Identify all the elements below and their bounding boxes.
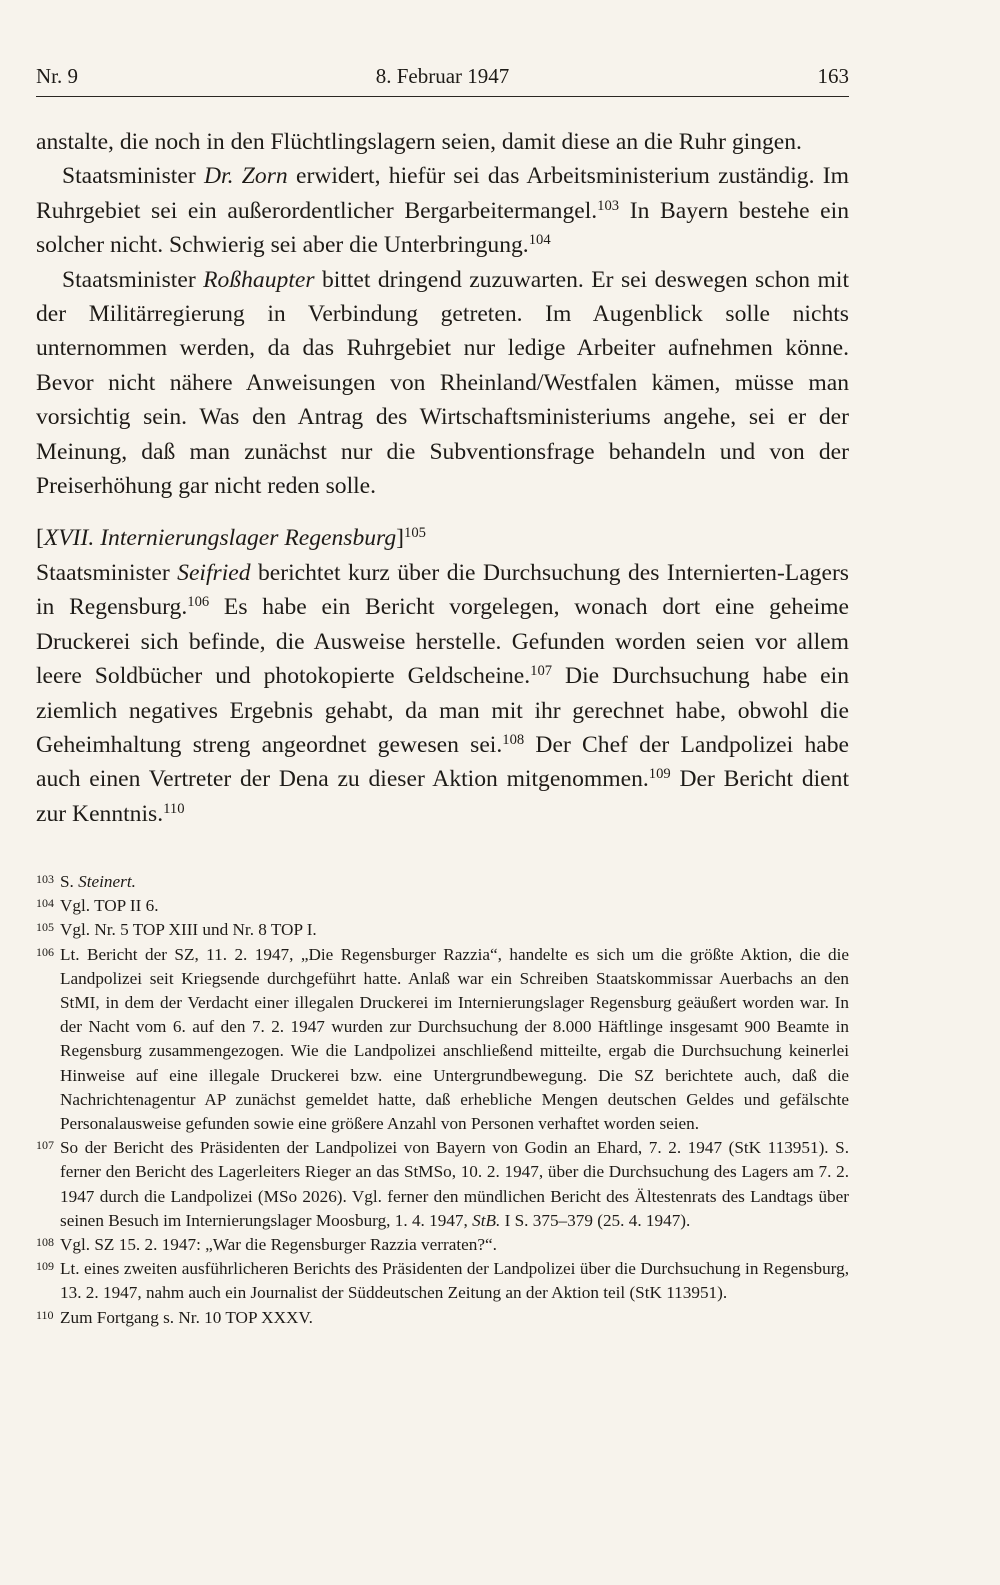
section-heading: [XVII. Internierungslager Regensburg]$^{105}$	[36, 525, 426, 552]
footnote	[36, 1136, 849, 1233]
paragraph-text: Staatsminister	[36, 559, 178, 586]
paragraph	[36, 556, 849, 831]
running-header	[36, 58, 849, 97]
footnote-text: Vgl. Nr. 5 TOP XIII und Nr. 8 TOP I.	[60, 920, 317, 940]
paragraph-text: Der Chef der Landpolizei habe auch einen Vertreter der Dena zu dieser Aktion mitgenommen.	[36, 731, 849, 793]
footnote-ref[interactable]: 107	[530, 663, 553, 680]
main-text	[36, 125, 849, 831]
page-number: 163	[817, 64, 849, 88]
speaker-name: Dr. Zorn	[203, 163, 288, 190]
section-title: XVII. Internierungslager Regensburg	[43, 525, 397, 552]
footnote-number: 107	[36, 1138, 54, 1153]
footnote	[36, 943, 849, 1137]
footnotes	[36, 870, 849, 1330]
footnote-ref[interactable]: 109	[648, 766, 671, 783]
paragraph-text: Staatsminister	[62, 266, 204, 293]
footnote-text: I S. 375–379 (25. 4. 1947).	[500, 1210, 691, 1230]
footnote-number: 105	[36, 920, 54, 935]
paragraph-text: berichtet kurz über die Durchsuchung des Internierten-Lagers in Regensburg.	[36, 559, 849, 621]
paragraph	[36, 159, 849, 262]
paragraph-text: In Bayern bestehe ein solcher nicht. Schwierig sei aber die Unterbringung.	[36, 197, 849, 259]
speaker-name: Roßhaupter	[203, 266, 315, 293]
footnote-ref[interactable]: 104	[528, 232, 551, 249]
footnote-ref[interactable]: 108	[502, 731, 525, 748]
footnote-text: Lt. Bericht der SZ, 11. 2. 1947, „Die Regensburger Razzia“, handelte es sich um die größte Aktion, die die Landpolizei seit Kriegsende durchgeführt hatte. Anlaß war ein Schreiben Staatskommissar Auerbachs an den StMI, in dem der Verdacht einer illegalen Druckerei im Internierungslager Regensburg geäußert worden war. In der Nacht vom 6. auf den 7. 2. 1947 wurden zur Durchsuchung der 8.000 Häftlinge insgesamt 900 Beamte in Regensburg zusammengezogen. Wie die Landpolizei anschließend mitteilte, ergab die Durchsuchung keinerlei Hinweise auf eine illegale Druckerei bzw. eine Untergrundbewegung. Die SZ berichtete auch, daß die Nachrichtenagentur AP zunächst gemeldet hatte, daß erhebliche Mengen deutschen Geldes und gefälschte Personalausweise gefunden sowie eine größere Anzahl von Personen verhaftet worden seien.	[60, 944, 849, 1134]
footnote	[36, 894, 849, 918]
page	[36, 58, 849, 831]
paragraph	[36, 263, 849, 504]
footnote-number: 103	[36, 872, 54, 886]
footnote-italic: StB.	[472, 1210, 501, 1230]
footnote-ref[interactable]: 105	[404, 525, 426, 542]
footnote	[36, 1257, 849, 1305]
paragraph-text: anstalte, die noch in den Flüchtlingslagern seien, damit diese an die Ruhr gingen.	[36, 129, 802, 155]
footnote-text: S.	[60, 872, 79, 891]
header-date: 8. Februar 1947	[375, 64, 510, 88]
footnote-text: Vgl. TOP II 6.	[60, 896, 159, 916]
paragraph-text: Der Bericht dient zur Kenntnis.	[36, 766, 849, 827]
footnote	[36, 1233, 849, 1257]
paragraph-text: Es habe ein Bericht vorgelegen, wonach dort eine geheime Druckerei sich befinde, die Ausweise herstelle. Gefunden worden seien vor allem leere Soldbücher und photokopierte Geldscheine.	[36, 594, 849, 690]
paragraph-text: erwidert, hiefür sei das Arbeitsministerium zuständig. Im Ruhrgebiet sei ein außerordentlicher Bergarbeitermangel.	[36, 163, 849, 224]
footnote-text: So der Bericht des Präsidenten der Landpolizei von Bayern von Godin an Ehard, 7. 2. 1947 (StK 113951). S. ferner den Bericht des Lagerleiters Rieger an das StMSo, 10. 2. 1947, über die Durchsuchung des Lagers am 7. 2. 1947 durch die Landpolizei (MSo 2026). Vgl. ferner den mündlichen Bericht des Ältestenrats des Landtags über seinen Besuch im Internierungslager Moosburg, 1. 4. 1947,	[60, 1138, 849, 1230]
paragraph-text: bittet dringend zuzuwarten. Er sei deswegen schon mit der Militärregierung in Verbindung getreten. Im Augenblick solle nichts unternommen werden, da das Ruhrgebiet nur ledige Arbeiter aufnehmen könne. Bevor nicht nähere Anweisungen von Rheinland/Westfalen kämen, müsse man vorsichtig sein. Was den Antrag des Wirtschaftsministeriums angehe, sei er der Meinung, daß man zunächst nur die Subventionsfrage behandeln und von der Preiserhöhung gar nicht reden solle.	[36, 266, 849, 500]
footnote-ref[interactable]: 106	[187, 594, 210, 611]
footnote-ref[interactable]: 103	[597, 197, 620, 214]
speaker-name: Seifried	[177, 559, 251, 586]
paragraph-text: Staatsminister	[62, 163, 204, 190]
footnote-text: Vgl. SZ 15. 2. 1947: „War die Regensburger Razzia verraten?“.	[60, 1235, 497, 1255]
footnote	[36, 1306, 849, 1330]
footnote-text: Zum Fortgang s. Nr. 10 TOP XXXV.	[60, 1307, 313, 1327]
footnote-number: 110	[36, 1307, 54, 1322]
footnote-number: 108	[36, 1235, 54, 1250]
footnote-number: 104	[36, 896, 54, 911]
footnote-italic: Steinert.	[78, 872, 136, 891]
footnote-number: 106	[36, 944, 54, 959]
document-number: Nr. 9	[36, 64, 78, 88]
footnote-ref[interactable]: 110	[163, 800, 185, 817]
footnote-number: 109	[36, 1259, 54, 1274]
footnote	[36, 870, 849, 894]
footnote-text: Lt. eines zweiten ausführlicheren Berichts des Präsidenten der Landpolizei über die Durchsuchung in Regensburg, 13. 2. 1947, nahm auch ein Journalist der Süddeutschen Zeitung an der Aktion teil (StK 113951).	[60, 1259, 849, 1303]
paragraph	[36, 125, 849, 159]
paragraph-text: Die Durchsuchung habe ein ziemlich negatives Ergebnis gehabt, da man mit ihr gerechnet habe, obwohl die Geheimhaltung streng angeordnet gewesen sei.	[36, 663, 850, 758]
footnote	[36, 918, 849, 942]
